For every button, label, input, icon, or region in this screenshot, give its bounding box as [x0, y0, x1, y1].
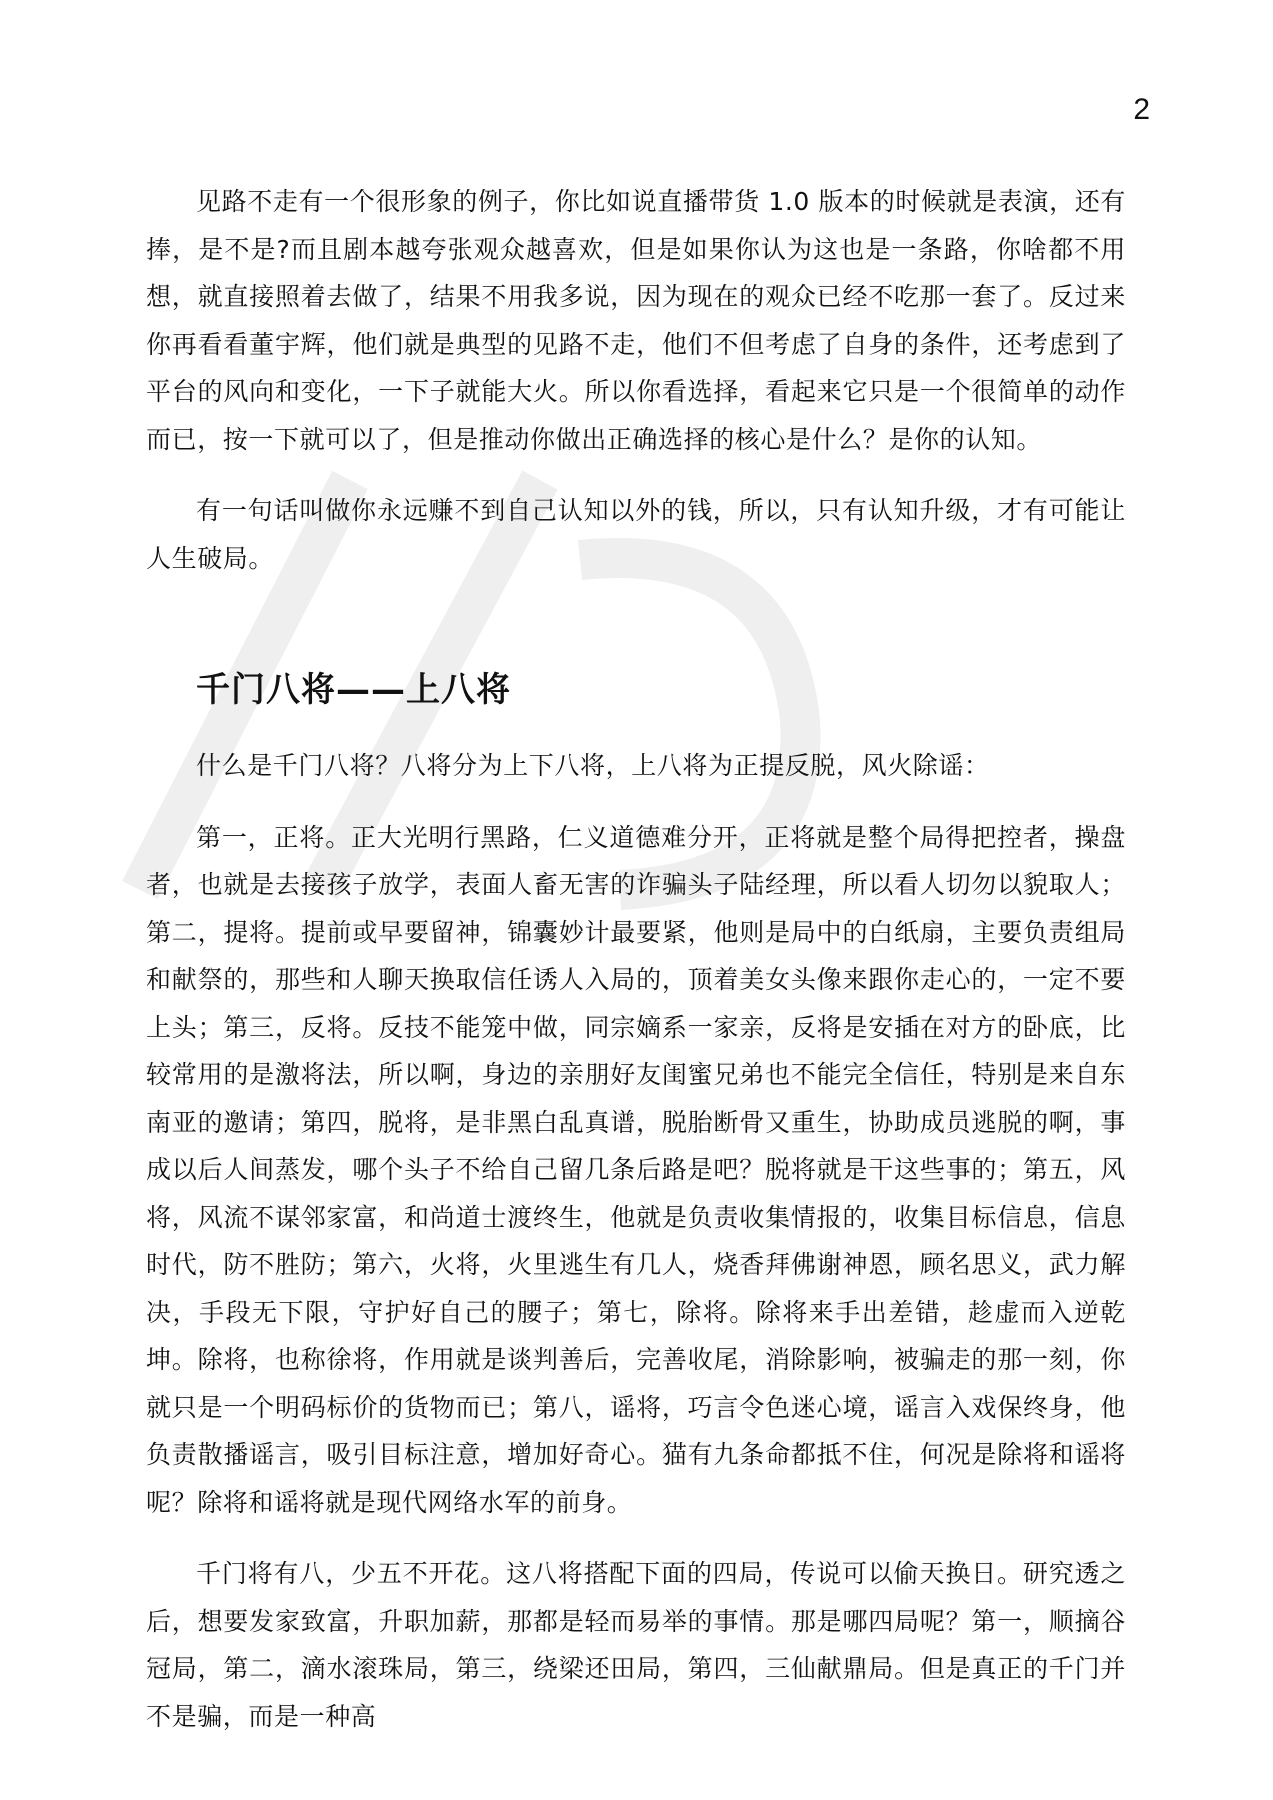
section-heading: 千门八将——上八将: [196, 670, 511, 710]
paragraph-main-2: 第一，正将。正大光明行黑路，仁义道德难分开，正将就是整个局得把控者，操盘者，也就是去接孩子放学，表面人畜无害的诈骗头子陆经理，所以看人切勿以貌取人；第二，提将。提前或早要留神，锦囊妙计最要紧，他则是局中的白纸扇，主要负责组局和献祭的，那些和人聊天换取信任诱人入局的，顶着美女头像来跟你走心的，一定不要上头；第三，反将。反技不能笼中做，同宗嫡系一家亲，反将是安插在对方的卧底，比较常用的是激将法，所以啊，身边的亲朋好友闺蜜兄弟也不能完全信任，特别是来自东南亚的邀请；第四，脱将，是非黑白乱真谱，脱胎断骨又重生，协助成员逃脱的啊，事成以后人间蒸发，哪个头子不给自己留几条后路是吧？脱将就是干这些事的；第五，风将，风流不谋邻家富，和尚道士渡终生，他就是负责收集情报的，收集目标信息，信息时代，防不胜防；第六，火将，火里逃生有几人，烧香拜佛谢神恩，顾名思义，武力解决，手段无下限，守护好自己的腰子；第七，除将。除将来手出差错，趁虚而入逆乾坤。除将，也称徐将，作用就是谈判善后，完善收尾，消除影响，被骗走的那一刻，你就只是一个明码标价的货物而已；第八，谣将，巧言令色迷心境，谣言入戏保终身，他负责散播谣言，吸引目标注意，增加好奇心。猫有九条命都抵不住，何况是除将和谣将呢？除将和谣将就是现代网络水军的前身。: [146, 822, 1126, 1517]
page-number: 2: [1133, 93, 1150, 126]
paragraph-intro-1: 见路不走有一个很形象的例子，你比如说直播带货 1.0 版本的时候就是表演，还有捧，是不是?而且剧本越夸张观众越喜欢，但是如果你认为这也是一条路，你啥都不用想，就直接照着去做了，结果不用我多说，因为现在的观众已经不吃那一套了。反过来你再看看董宇辉，他们就是典型的见路不走，他们不但考虑了自身的条件，还考虑到了平台的风向和变化，一下子就能大火。所以你看选择，看起来它只是一个很简单的动作而已，按一下就可以了，但是推动你做出正确选择的核心是什么？是你的认知。: [146, 187, 1126, 454]
paragraph-main-1: 什么是千门八将？八将分为上下八将，上八将为正提反脱，风火除谣：: [196, 751, 990, 780]
paragraph-intro-2: 有一句话叫做你永远赚不到自己认知以外的钱，所以，只有认知升级，才有可能让人生破局。: [146, 496, 1126, 573]
paragraph-main-3: 千门将有八，少五不开花。这八将搭配下面的四局，传说可以偷天换日。研究透之后，想要发家致富，升职加薪，那都是轻而易举的事情。那是哪四局呢？第一，顺摘谷冠局，第二，滴水滚珠局，第三，绕梁还田局，第四，三仙献鼎局。但是真正的千门并不是骗，而是一种高: [146, 1559, 1126, 1731]
main-section: [146, 742, 1126, 1740]
intro-section: [146, 178, 1126, 582]
